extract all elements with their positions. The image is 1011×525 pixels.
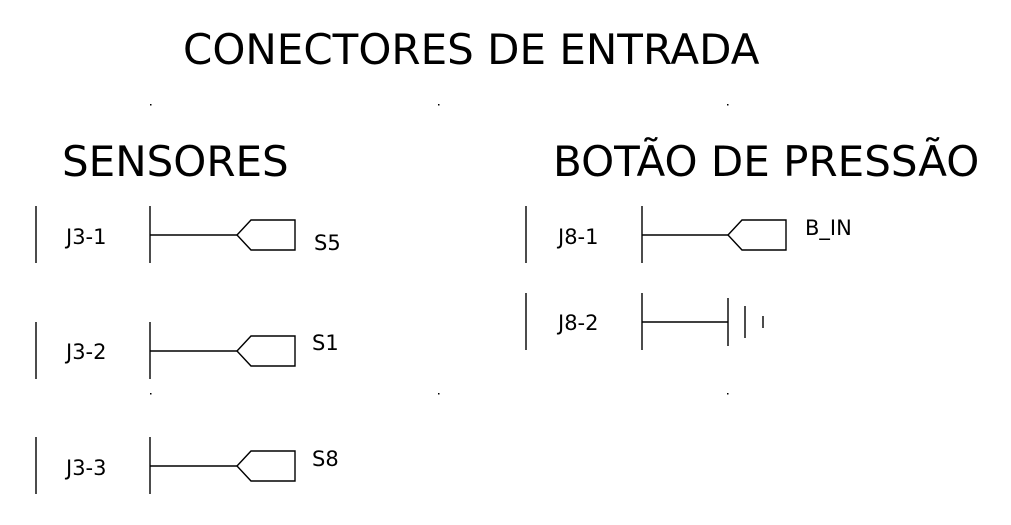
ground-icon (728, 298, 763, 346)
connector-j3-1 (36, 206, 341, 263)
connector-j8-2 (526, 293, 763, 350)
grid-dot (727, 393, 729, 395)
page-title: CONECTORES DE ENTRADA (183, 25, 760, 74)
grid-dot (438, 393, 440, 395)
pin-label: J8-2 (558, 311, 599, 335)
grid-dot (727, 104, 729, 106)
grid-dot (150, 393, 152, 395)
net-port-icon (237, 220, 295, 250)
connector-j3-3 (36, 437, 339, 494)
net-label: S1 (312, 331, 339, 355)
pin-label: J3-2 (66, 340, 107, 364)
net-label: B_IN (805, 216, 852, 240)
connector-j3-2 (36, 322, 339, 379)
pin-label: J3-1 (66, 225, 107, 249)
pin-label: J3-3 (66, 456, 107, 480)
net-label: S8 (312, 447, 339, 471)
net-port-icon (237, 336, 295, 366)
net-label: S5 (314, 231, 341, 255)
grid-dot (150, 104, 152, 106)
grid-dot (438, 104, 440, 106)
button-heading: BOTÃO DE PRESSÃO (553, 137, 980, 186)
net-port-icon (728, 220, 786, 250)
connector-j8-1 (526, 206, 852, 263)
pin-label: J8-1 (558, 225, 599, 249)
net-port-icon (237, 451, 295, 481)
sensors-heading: SENSORES (62, 137, 289, 186)
